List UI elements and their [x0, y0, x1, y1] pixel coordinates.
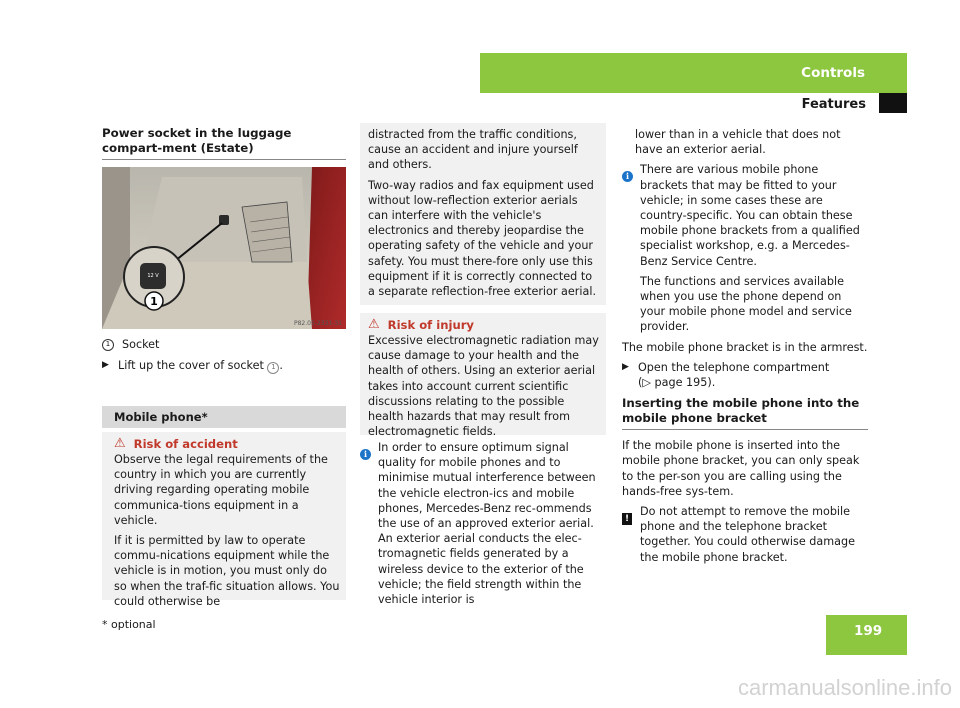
mobile-phone-bar	[102, 406, 346, 428]
page-reference-link[interactable]: (▷ page 195).	[638, 376, 716, 390]
socket-label: 12 V	[147, 273, 159, 279]
caution-note	[622, 504, 868, 570]
section-heading-inserting: Inserting the mobile phone into the mobile phone bracket	[622, 396, 868, 430]
open-compartment-step	[622, 360, 868, 390]
inserting-text: If the mobile phone is inserted into the mobile phone bracket, you can only speak to the per-son you are calling using the hands-free sys-tem.	[622, 439, 860, 498]
step-arrow-icon: ▶	[622, 361, 629, 372]
section-heading-socket: Power socket in the luggage compart-ment (Estate)	[102, 126, 346, 160]
warning-triangle-icon: ⚠	[368, 317, 380, 332]
risk-injury-text: Excessive electromagnetic radiation may cause damage to your health and the health of others. Using an exterior aerial takes into account current scientific discussions relating to the possible health hazards that may result from electromagnetic fields.	[368, 334, 599, 439]
risk-accident-title: Risk of accident	[133, 437, 238, 451]
footnote: * optional	[102, 618, 156, 631]
instruction-end: .	[279, 359, 283, 373]
section-tab	[480, 53, 907, 93]
image-code: P82.05-2331-31	[293, 320, 342, 327]
bracket-note-text: There are various mobile phone brackets that may be fitted to your vehicle; in some cases these are country-specific. You can obtain these mobile phone brackets from a qualified specialist workshop, e.g. a Mercedes-Benz Service Centre.	[640, 163, 860, 268]
signal-note-text: In order to ensure optimum signal quality for mobile phones and to minimise mutual interference between the vehicle electron-ics and mobile phones, Mercedes-Benz rec-ommends the use of an approved exterior aerial. An exterior aerial conducts the elec-tromagnetic fields generated by a wireless device to the exterior of the vehicle; the field strength within the vehicle interior is	[378, 441, 596, 607]
section-marker	[879, 93, 907, 113]
risk-accident-title-row	[114, 436, 340, 452]
instruction-ref: 1	[267, 362, 279, 374]
middle-p2: Two-way radios and fax equipment used without low-reflection exterior aerials can interfere with the vehicle's electronics and thereby jeopardise the operating safety of the vehicle and your safety. You must there-fore only use this equipment if it is correctly connected to a separate reflection-free exterior aerial.	[368, 178, 597, 299]
info-icon: i	[360, 449, 371, 460]
callout-number: 1	[150, 295, 158, 308]
bracket-note	[622, 162, 868, 339]
section-title: Controls	[801, 65, 865, 81]
risk-accident-p1: Observe the legal requirements of the country in which you are currently driving regarding operating mobile communica-tions equipment in a vehicle.	[114, 453, 328, 527]
page-number: 199	[854, 623, 883, 639]
watermark: carmanualsonline.info	[737, 675, 952, 700]
legend-item	[102, 337, 346, 352]
instruction-text: Lift up the cover of socket	[118, 359, 264, 373]
info-icon: i	[622, 171, 633, 182]
legend-number: 1	[102, 339, 114, 351]
warning-triangle-icon: ⚠	[114, 436, 126, 451]
step-text: Open the telephone compartment	[638, 360, 830, 374]
middle-p1: distracted from the traffic conditions, cause an accident and injure yourself and others.	[368, 128, 578, 172]
instruction-step	[102, 358, 346, 374]
risk-injury-title-row	[368, 317, 600, 333]
mobile-phone-heading: Mobile phone*	[114, 410, 208, 424]
step-arrow-icon: ▶	[102, 360, 109, 371]
armrest-text: The mobile phone bracket is in the armrest.	[622, 340, 868, 354]
legend-text: Socket	[122, 338, 160, 351]
page-number-box	[826, 615, 907, 655]
risk-injury-panel	[360, 313, 606, 439]
luggage-socket-photo	[102, 167, 346, 329]
services-note-text: The functions and services available when you use the phone depend on your mobile phone model and service provider.	[640, 274, 852, 334]
risk-accident-panel	[102, 432, 346, 608]
right-p1: lower than in a vehicle that does not have an exterior aerial.	[635, 128, 841, 157]
risk-accident-p2: If it is permitted by law to operate commu-nications equipment while the vehicle is in motion, you must only do so when the traf-fic situation allows. You could otherwise be	[114, 534, 340, 608]
risk-injury-title: Risk of injury	[387, 318, 474, 332]
signal-note	[360, 440, 606, 612]
continued-panel	[360, 123, 606, 305]
subsection-title: Features	[801, 97, 866, 112]
caution-icon: !	[622, 513, 632, 525]
caution-text: Do not attempt to remove the mobile phone and the telephone bracket together. You could otherwise damage the mobile phone bracket.	[640, 505, 855, 564]
